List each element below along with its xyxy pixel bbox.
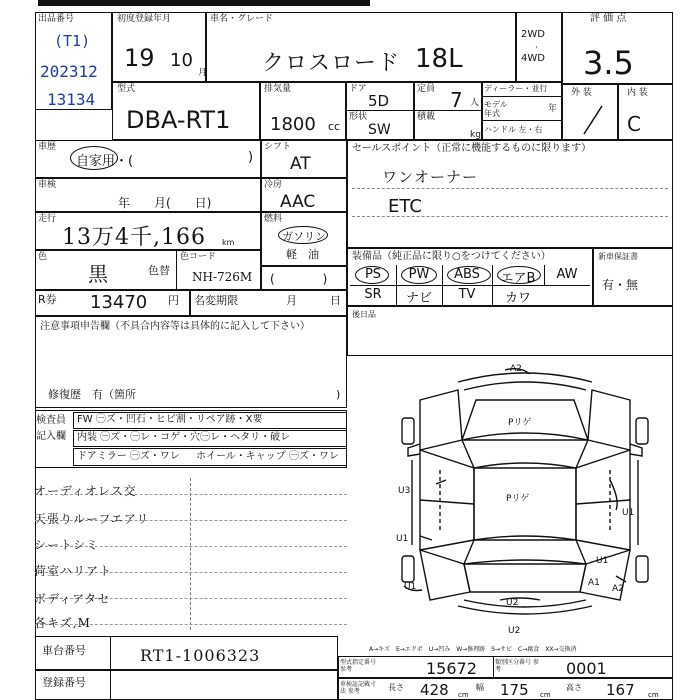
notes-label: 注意事項申告欄（不具合内容等は具体的に記入して下さい） bbox=[40, 321, 310, 332]
inspector-row3b: ホイール・キャップ ㊀ズ・ワレ bbox=[196, 451, 339, 462]
diagram-rear-hatch bbox=[464, 564, 586, 592]
type-approval-label: 型式指定番号 参考 bbox=[340, 659, 377, 673]
eq-grid-h bbox=[350, 285, 590, 286]
lot-number-1: 202312 bbox=[40, 62, 98, 81]
capacity-unit: 人 bbox=[470, 98, 480, 108]
inspection-label: 車検 bbox=[38, 180, 57, 190]
category: 0001 bbox=[566, 659, 607, 678]
sales-point-2: ETC bbox=[388, 196, 422, 217]
diagram-mark-p-roof: Pリゲ bbox=[506, 494, 530, 504]
drive-dot: · bbox=[535, 43, 538, 53]
repair-close: ) bbox=[336, 388, 341, 401]
remark-2: 天張りルーフエアリ bbox=[34, 512, 150, 526]
diagram-roof bbox=[474, 468, 576, 540]
interior-label: 内 装 bbox=[627, 88, 648, 98]
shift: AT bbox=[290, 154, 311, 174]
type-approval-mid bbox=[493, 656, 494, 678]
history-close: ) bbox=[248, 150, 254, 165]
mark-right-upper bbox=[610, 480, 617, 510]
inspector-label-1: 検査員 bbox=[36, 415, 66, 426]
exterior-label: 外 装 bbox=[571, 88, 592, 98]
sales-points-label: セールスポイント（正常に機能するものに限ります） bbox=[352, 143, 592, 154]
diagram-mirror-right bbox=[630, 444, 642, 456]
width-label: 幅 bbox=[476, 683, 484, 692]
diagram-rear-bumper-2 bbox=[464, 600, 586, 607]
recycle-label: R券 bbox=[38, 293, 57, 306]
chassis-number: RT1-1006323 bbox=[140, 646, 261, 665]
registration-label: 登録番号 bbox=[42, 676, 86, 689]
name-change-month: 月 bbox=[286, 294, 297, 307]
length: 428 bbox=[420, 681, 449, 699]
doors-divider bbox=[346, 110, 414, 111]
mileage-label: 走行 bbox=[38, 214, 57, 224]
width-unit: cm bbox=[540, 691, 551, 699]
category-label: 類別区分番号 参考 bbox=[495, 659, 539, 673]
km-unit: km bbox=[222, 238, 235, 247]
chassis-label: 車台番号 bbox=[42, 644, 86, 657]
model-code: DBA-RT1 bbox=[126, 106, 231, 134]
height: 167 bbox=[606, 681, 635, 699]
diagram-mark-u1-right: U1 bbox=[622, 508, 635, 518]
diagram-wheel-fl bbox=[402, 418, 414, 444]
ac-label: 冷房 bbox=[264, 180, 283, 190]
cc-unit: cc bbox=[328, 120, 341, 133]
diagram-left-doors bbox=[420, 450, 474, 550]
diagram-front-bumper-2 bbox=[464, 382, 586, 390]
diagram-mark-a1: A1 bbox=[588, 578, 600, 588]
mileage: 13万4千,166 bbox=[62, 225, 206, 250]
diagram-mark-u3: U3 bbox=[398, 486, 411, 496]
diagram-mark-p-windshield: Pリゲ bbox=[508, 418, 532, 428]
eq-airbag: エアB bbox=[500, 271, 536, 286]
warranty-value: 有・無 bbox=[602, 278, 639, 292]
color-change-divider bbox=[176, 250, 177, 290]
diagram-mark-u2-bumper: U2 bbox=[506, 598, 519, 608]
dealer-label: ディーラー・並行 bbox=[484, 84, 548, 93]
model-name: クロスロード bbox=[262, 51, 401, 76]
dealer-divider-1 bbox=[482, 96, 562, 97]
grade: 18L bbox=[415, 44, 463, 74]
warranty-label: 新車保証書 bbox=[598, 252, 638, 261]
remark-3: シートシミ bbox=[34, 538, 100, 552]
first-reg-year: 19 bbox=[124, 44, 155, 72]
damage-legend: A→キズ E→エクボ U→凹み W→修理跡 S→サビ C→腐食 XX→交換済 bbox=[369, 646, 577, 653]
width: 175 bbox=[500, 681, 529, 699]
type-approval: 15672 bbox=[426, 659, 477, 678]
diagram-mark-u2-bottom: U2 bbox=[508, 626, 521, 636]
capacity: 7 bbox=[450, 88, 463, 112]
diagram-mark-a2-rear: A2 bbox=[612, 584, 624, 594]
exterior-grade-slash bbox=[562, 100, 618, 140]
model-grade-label: 車名・グレード bbox=[210, 14, 274, 24]
inspector-row3a: ドアミラー ㊀ズ・ワレ bbox=[77, 451, 180, 462]
name-change-label: 名変期限 bbox=[194, 294, 238, 307]
score: 3.5 bbox=[583, 44, 634, 82]
diagram-right-fender bbox=[588, 390, 630, 450]
venue-code: (T1) bbox=[54, 32, 91, 50]
history-value: 自家用・( bbox=[76, 154, 134, 169]
month-unit: 月 bbox=[198, 68, 208, 78]
inspector-row2: 内装 ㊀ズ・㊀レ・コゲ・穴㊀レ・ヘタリ・破レ bbox=[77, 432, 291, 443]
shift-label: シフト bbox=[264, 142, 292, 152]
model-year-label: モデル年式 bbox=[484, 100, 508, 118]
color: 黒 bbox=[88, 262, 109, 286]
yen-unit: 円 bbox=[168, 294, 179, 307]
displacement: 1800 bbox=[270, 114, 316, 135]
length-label: 長さ bbox=[388, 683, 404, 692]
diagram-wheel-rr bbox=[636, 556, 648, 582]
eq-leather: カワ bbox=[504, 291, 531, 306]
year-unit: 年 bbox=[548, 104, 558, 114]
diagram-mirror-left bbox=[408, 444, 420, 456]
sales-line-1 bbox=[352, 188, 668, 189]
load-label: 積載 bbox=[417, 112, 436, 122]
diagram-mark-u1-rear-l: U1 bbox=[404, 582, 417, 592]
eq-abs: ABS bbox=[454, 267, 480, 282]
dealer-divider-2 bbox=[482, 120, 562, 121]
dims-label: 車検証記載寸法 参考 bbox=[340, 681, 377, 695]
drive-box bbox=[516, 12, 562, 82]
shape-label: 形状 bbox=[349, 112, 368, 122]
inspector-row1: FW ㊀ズ・凹石・ヒビ割・リペア跡・X要 bbox=[77, 414, 263, 425]
equipment-label: 装備品（純正品に限り○をつけてください） bbox=[352, 251, 551, 262]
model-code-label: 型式 bbox=[117, 84, 136, 94]
load-unit: kg bbox=[470, 130, 481, 140]
sales-point-1: ワンオーナー bbox=[382, 168, 479, 186]
diesel-label: 軽 油 bbox=[286, 248, 319, 261]
diagram-windshield bbox=[462, 433, 588, 468]
doors-label: ドア bbox=[349, 84, 367, 94]
color-label: 色 bbox=[38, 252, 48, 262]
eq-navi: ナビ bbox=[405, 291, 432, 306]
history-box bbox=[35, 140, 261, 178]
diagram-mark-u1-left: U1 bbox=[396, 534, 409, 544]
eq-sr: SR bbox=[364, 287, 382, 302]
mark-left-lower bbox=[420, 536, 432, 540]
diagram-wheel-rl bbox=[402, 556, 414, 582]
mark-left-upper bbox=[436, 480, 446, 484]
diagram-right-side bbox=[630, 450, 638, 550]
shape: SW bbox=[368, 122, 391, 138]
remark-4: 荷室ハリアト bbox=[34, 564, 113, 578]
name-change-day: 日 bbox=[330, 294, 341, 307]
aftermarket-box bbox=[347, 306, 673, 356]
venue-label: 出品番号 bbox=[38, 14, 75, 24]
fuel-label: 燃料 bbox=[264, 214, 283, 224]
eq-tv: TV bbox=[458, 287, 476, 302]
diagram-left-side bbox=[412, 450, 420, 550]
capacity-divider bbox=[414, 110, 482, 111]
color-change-label: 色替 bbox=[148, 264, 170, 277]
remark-1: オーディオレス交 bbox=[34, 484, 137, 498]
height-label: 高さ bbox=[566, 683, 582, 692]
doors: 5D bbox=[368, 92, 390, 110]
eq-pw: PW bbox=[408, 267, 430, 282]
diagram-left-fender bbox=[420, 390, 462, 450]
remark-5: ボディアタセ bbox=[34, 592, 111, 606]
top-header-band bbox=[38, 0, 370, 6]
diagram-front-bumper bbox=[458, 373, 592, 382]
history-label: 車歴 bbox=[38, 142, 57, 152]
drive-2wd: 2WD bbox=[521, 29, 545, 40]
height-unit: cm bbox=[648, 691, 659, 699]
aftermarket-label: 後日品 bbox=[352, 310, 376, 319]
recycle-fee: 13470 bbox=[90, 292, 148, 313]
repair-label: 修復歴 有（箇所 bbox=[48, 388, 136, 401]
length-unit: cm bbox=[458, 691, 469, 699]
lot-number-2: 13134 bbox=[47, 90, 96, 109]
interior-grade: C bbox=[627, 112, 641, 136]
drive-4wd: 4WD bbox=[521, 53, 545, 64]
inspector-label-2: 記入欄 bbox=[36, 431, 66, 442]
remark-6: 各キズ,M bbox=[34, 616, 91, 630]
first-reg-month: 10 bbox=[170, 50, 193, 71]
eq-aw: AW bbox=[556, 267, 578, 282]
capacity-label: 定員 bbox=[417, 84, 436, 94]
inspection-date: 年 月( 日) bbox=[118, 196, 212, 210]
car-diagram bbox=[380, 360, 670, 650]
diagram-wheel-fr bbox=[636, 418, 648, 444]
diagram-right-doors bbox=[576, 450, 630, 550]
first-reg-label: 初度登録年月 bbox=[117, 14, 172, 24]
sales-points-box bbox=[347, 140, 673, 248]
remarks-divider-v bbox=[190, 478, 191, 630]
diagram-mark-a2-front: A2 bbox=[510, 364, 522, 374]
eq-ps: PS bbox=[364, 267, 382, 282]
fuel-paren: ( ) bbox=[270, 272, 328, 286]
score-label: 評 価 点 bbox=[590, 13, 627, 24]
color-code-label: 色コード bbox=[180, 252, 217, 262]
handle-label: ハンドル 左・右 bbox=[484, 125, 543, 134]
fuel: ガソリン bbox=[282, 230, 326, 243]
ac: AAC bbox=[280, 192, 316, 212]
diagram-mark-u1-rear-r: U1 bbox=[596, 556, 609, 566]
color-code: NH-726M bbox=[192, 270, 253, 284]
displacement-label: 排気量 bbox=[264, 84, 292, 94]
